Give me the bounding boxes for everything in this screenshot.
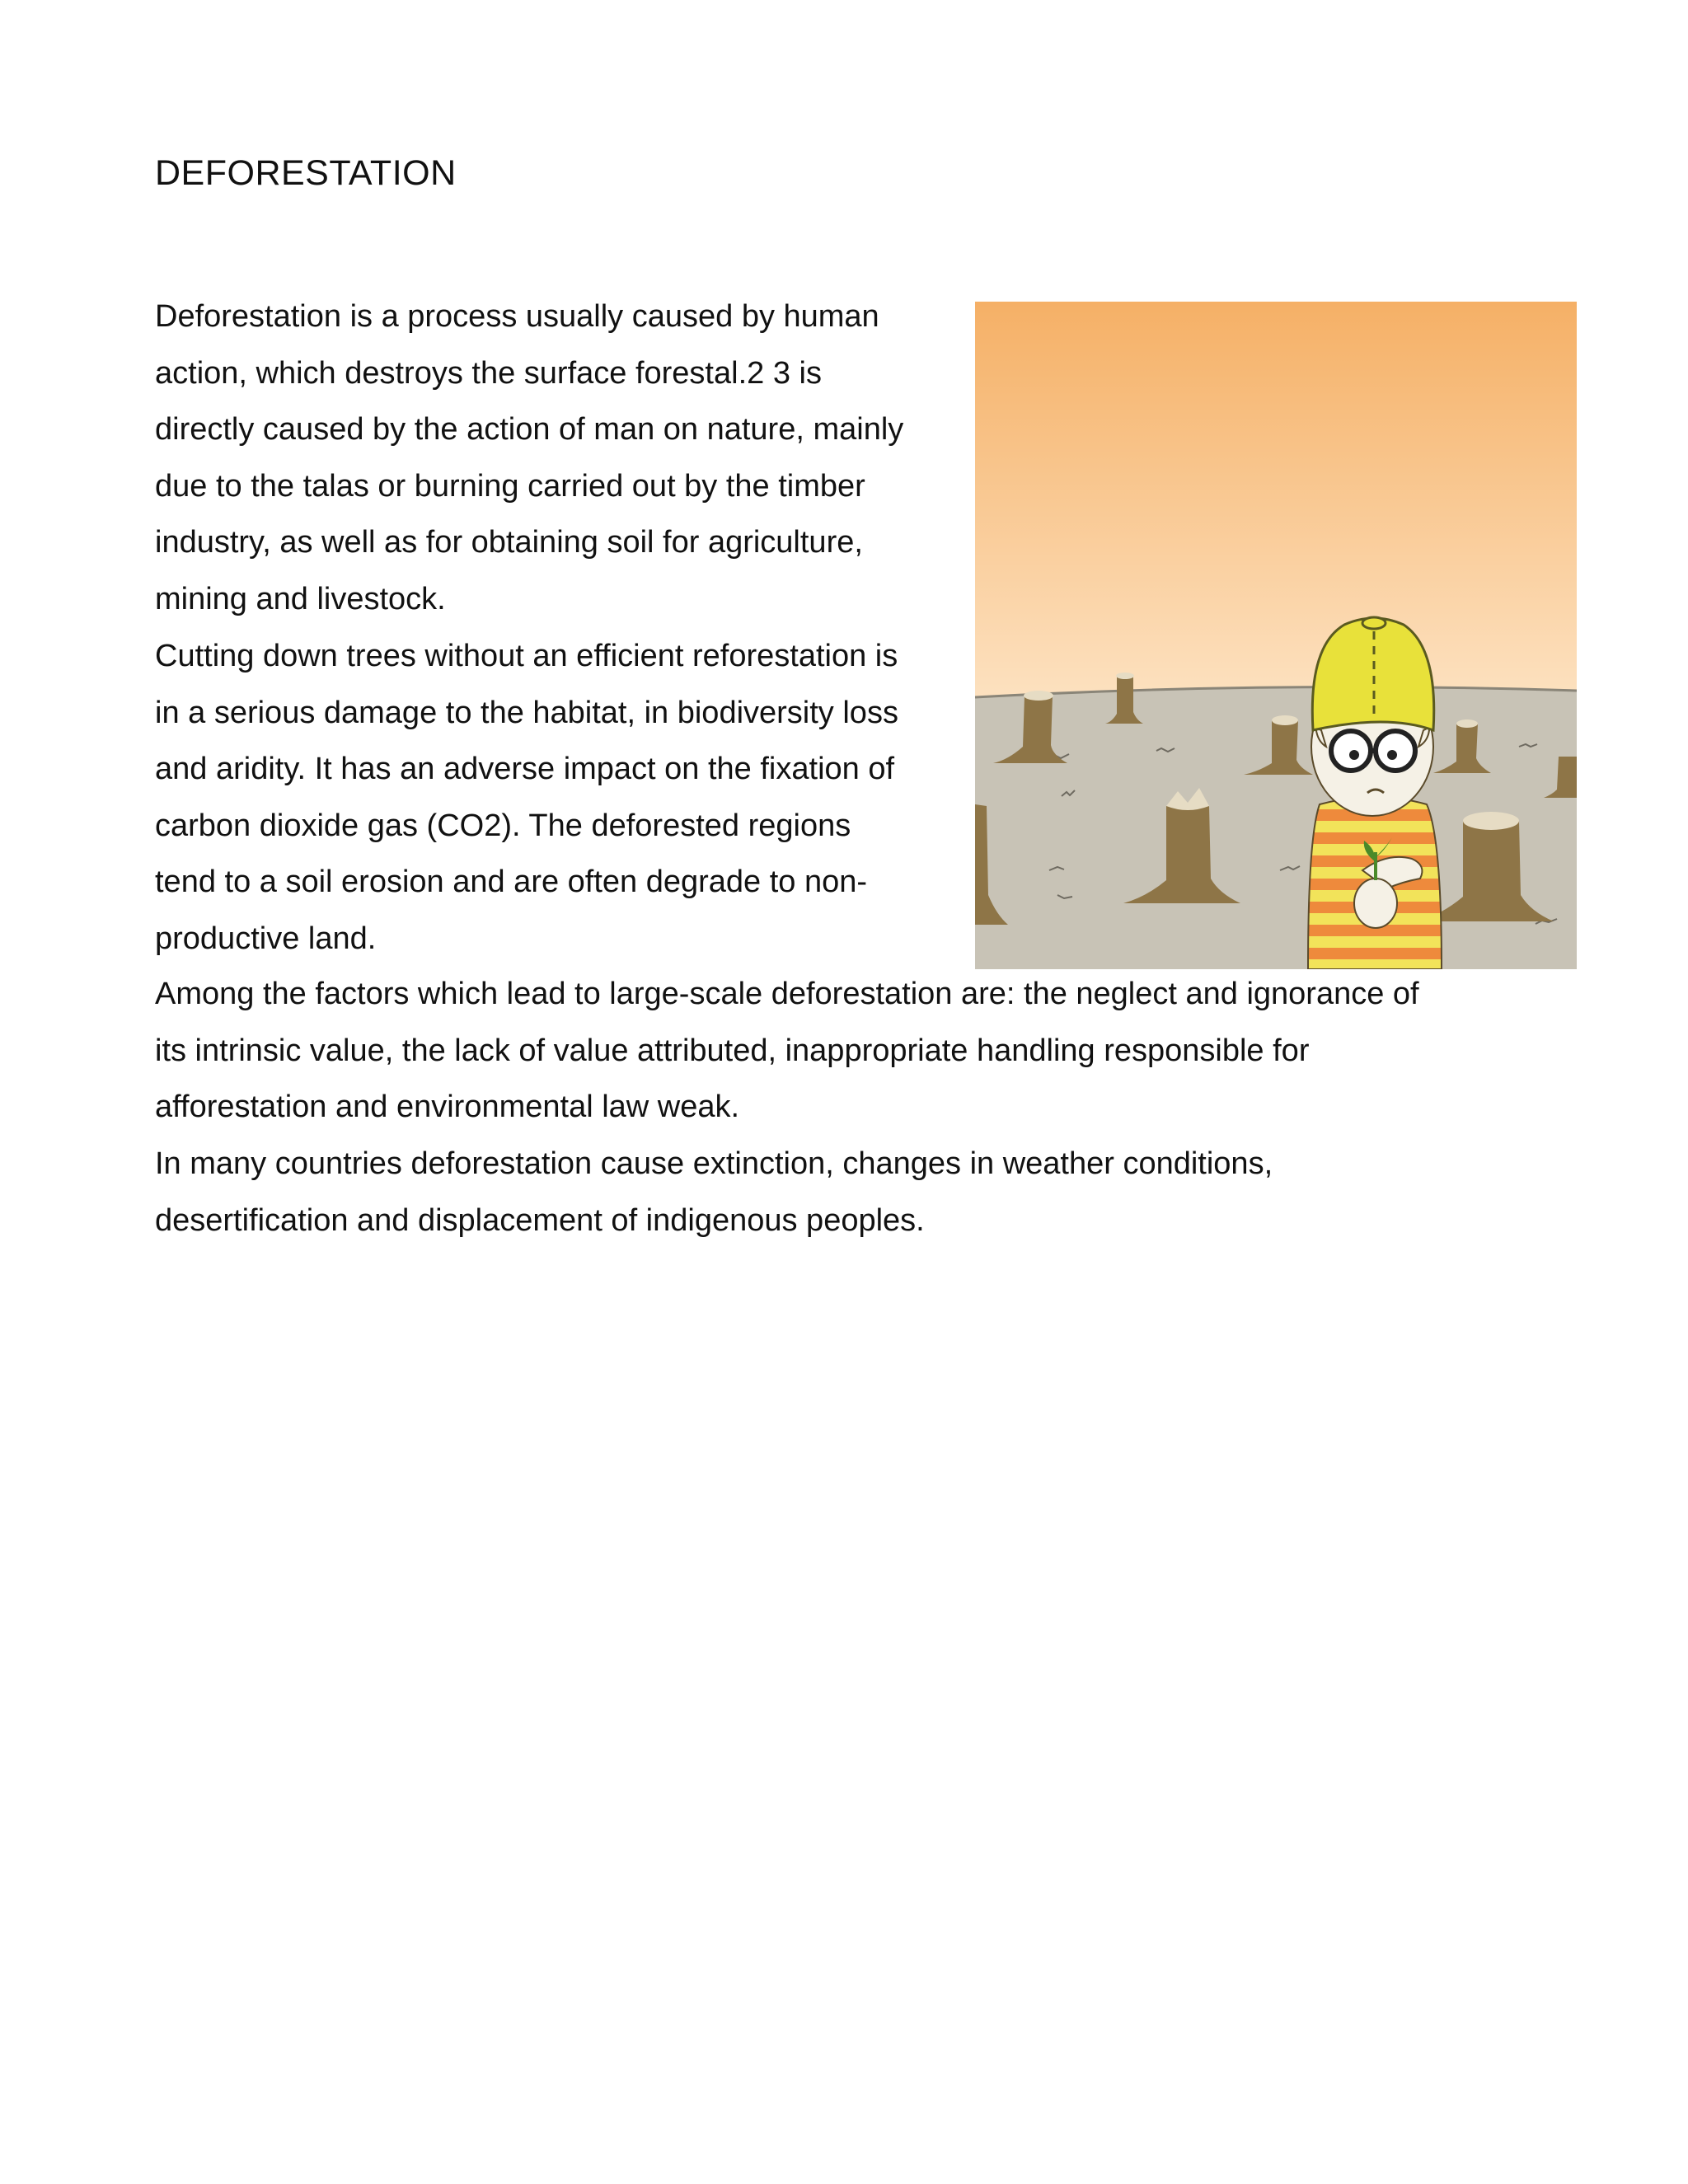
text-line: carbon dioxide gas (CO2). The deforested regions bbox=[155, 808, 851, 843]
text-line: desertification and displacement of indigenous peoples. bbox=[155, 1202, 925, 1238]
text-line: its intrinsic value, the lack of value attributed, inappropriate handling responsible for bbox=[155, 1033, 1310, 1068]
page-title: DEFORESTATION bbox=[155, 153, 457, 193]
paragraph-effects bbox=[155, 628, 898, 967]
text-line: mining and livestock. bbox=[155, 581, 446, 616]
paragraph-intro bbox=[155, 288, 903, 627]
text-line: due to the talas or burning carried out by the timber bbox=[155, 468, 865, 504]
text-line: afforestation and environmental law weak. bbox=[155, 1090, 740, 1124]
deforestation-illustration bbox=[975, 302, 1577, 969]
text-line: tend to a soil erosion and are often degrade to non- bbox=[155, 865, 868, 899]
text-line: industry, as well as for obtaining soil for agriculture, bbox=[155, 525, 863, 560]
text-line: productive land. bbox=[155, 921, 377, 956]
cartoon-svg bbox=[975, 302, 1577, 969]
text-line: in a serious damage to the habitat, in biodiversity loss bbox=[155, 695, 898, 730]
text-line: and aridity. It has an adverse impact on the fixation of bbox=[155, 752, 895, 786]
text-line: action, which destroys the surface forestal.2 3 is bbox=[155, 355, 822, 391]
text-line: Deforestation is a process usually caused by human bbox=[155, 299, 879, 334]
text-line: Cutting down trees without an efficient reforestation is bbox=[155, 639, 898, 673]
text-line: directly caused by the action of man on nature, mainly bbox=[155, 412, 904, 447]
text-line: In many countries deforestation cause extinction, changes in weather conditions, bbox=[155, 1146, 1273, 1181]
sky bbox=[975, 302, 1577, 714]
paragraph-consequences bbox=[155, 1136, 1273, 1249]
paragraph-factors bbox=[155, 966, 1419, 1136]
text-line: Among the factors which lead to large-scale deforestation are: the neglect and ignorance of bbox=[155, 977, 1419, 1011]
